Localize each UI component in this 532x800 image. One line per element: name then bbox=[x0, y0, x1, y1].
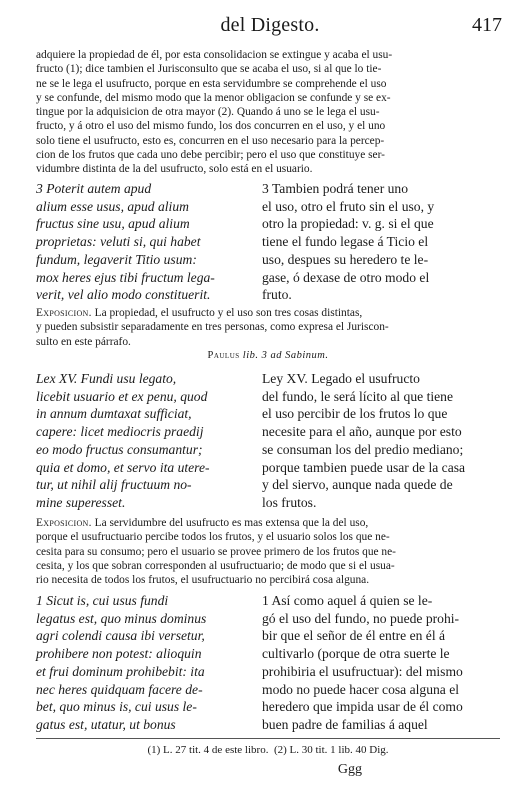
spanish-line: y del siervo, aunque nada quede de bbox=[262, 477, 453, 493]
exposicion-heading: Exposicion. bbox=[36, 307, 92, 319]
latin-line: alium esse usus, apud alium bbox=[36, 198, 189, 214]
latin-line: gatus est, utatur, ut bonus bbox=[36, 716, 176, 732]
page-header bbox=[38, 14, 502, 40]
latin-column bbox=[36, 592, 242, 734]
spanish-column bbox=[242, 180, 500, 304]
latin-line: quia et domo, et servo ita utere- bbox=[36, 459, 210, 475]
spanish-line: se consuman los del predio mediano; bbox=[262, 441, 464, 457]
text-run: La propiedad, el usufructo y el uso son tres cosas distintas, bbox=[91, 307, 363, 319]
latin-line: eo modo fructus consumantur; bbox=[36, 441, 203, 457]
intro-paragraph bbox=[36, 48, 498, 177]
spanish-line: 3 Tambien podrá tener uno bbox=[262, 181, 409, 196]
latin-line: fundum, legaverit Titio usum: bbox=[36, 251, 197, 267]
spanish-line: 1 Así como aquel á quien se le- bbox=[262, 593, 433, 608]
latin-line: in annum dumtaxat sufficiat, bbox=[36, 406, 192, 422]
latin-line: 1 Sicut is, cui usus fundi bbox=[36, 593, 169, 608]
spanish-line: modo no puede hacer cosa alguna el bbox=[262, 681, 460, 697]
citation-reference: lib. 3 ad Sabinum. bbox=[242, 350, 329, 361]
spanish-line: gó el uso del fundo, no puede prohi- bbox=[262, 610, 460, 626]
spanish-line: necesite para el año, aunque por esto bbox=[262, 424, 462, 440]
spanish-column bbox=[242, 592, 500, 734]
text-line: y pueden subsistir separadamente en tres personas, como expresa el Juriscon- bbox=[36, 321, 389, 334]
latin-line: nec heres quidquam facere de- bbox=[36, 681, 203, 697]
running-title: del Digesto. bbox=[220, 14, 320, 36]
latin-line: agri colendi causa ibi versetur, bbox=[36, 628, 205, 644]
text-line: rio necesita de todos los frutos, el usufructuario no percibirá cosa alguna. bbox=[36, 574, 370, 587]
latin-line: bet, quo minus is, cui usus le- bbox=[36, 699, 197, 715]
latin-line: prohibere non potest: alioquin bbox=[36, 646, 202, 662]
text-line: cesita, y los que sobran corresponden al usufructuario; de modo que si el usua- bbox=[36, 559, 395, 572]
spanish-column bbox=[242, 370, 500, 512]
text-line: sulto en este párrafo. bbox=[36, 335, 131, 348]
spanish-line: los frutos. bbox=[262, 494, 317, 510]
latin-line: verit, vel alio modo constituerit. bbox=[36, 287, 211, 303]
section-1 bbox=[36, 592, 500, 734]
text-line: porque el usufructuario percibe todos los frutos, y el usuario solos los que ne- bbox=[36, 531, 390, 544]
footnotes bbox=[36, 744, 500, 756]
latin-line: proprietas: veluti si, qui habet bbox=[36, 234, 201, 250]
latin-line: Lex XV. Fundi usu legato, bbox=[36, 371, 177, 386]
text-line: vidumbre distinta de la del usufructo, solo está en el usuario. bbox=[36, 163, 313, 176]
exposicion-1 bbox=[36, 306, 498, 349]
footnote-2: (2) L. 30 tit. 1 lib. 40 Dig. bbox=[273, 744, 389, 756]
spanish-line: fruto. bbox=[262, 287, 292, 303]
text-line bbox=[36, 306, 498, 320]
latin-line: licebit usuario et ex penu, quod bbox=[36, 388, 208, 404]
text-run: La servidumbre del usufructo es mas extensa que la del uso, bbox=[91, 517, 369, 529]
spanish-line: cultivarlo (porque de otra suerte le bbox=[262, 646, 450, 662]
spanish-line: porque tambien puede usar de la casa bbox=[262, 459, 466, 475]
text-line: ne se le lega el usufructo, porque en esta servidumbre se comprehende el uso bbox=[36, 77, 387, 90]
spanish-line: del fundo, le será lícito al que tiene bbox=[262, 388, 453, 404]
latin-line: fructus sine usu, apud alium bbox=[36, 216, 190, 232]
latin-line: legatus est, quo minus dominus bbox=[36, 610, 207, 626]
spanish-line: buen padre de familias á aquel bbox=[262, 716, 428, 732]
exposicion-2 bbox=[36, 516, 498, 587]
latin-line: mine superesset. bbox=[36, 494, 126, 510]
spanish-line: bir que el señor de él entre en él á bbox=[262, 628, 446, 644]
text-line bbox=[36, 516, 498, 530]
exposicion-heading: Exposicion. bbox=[36, 517, 92, 529]
text-line: cesita para su consumo; pero el usuario se provee primero de los frutos que ne- bbox=[36, 545, 396, 558]
spanish-line: gase, ó dexase de otro modo el bbox=[262, 269, 430, 285]
latin-line: mox heres ejus tibi fructum lega- bbox=[36, 269, 215, 285]
latin-line: et frui dominum prohibebit: ita bbox=[36, 663, 205, 679]
text-line: fructo, y á otro el uso del mismo fundo, los dos concurren en el uso, y el uno bbox=[36, 120, 386, 133]
spanish-line: otro la propiedad: v. g. si el que bbox=[262, 216, 434, 232]
text-line: solo tiene el usufructo, esto es, concurren en el uso necesario para la percep- bbox=[36, 134, 385, 147]
text-line: fructo (1); dice tambien el Jurisconsulto que se acaba el uso, si al que lo tie- bbox=[36, 63, 382, 76]
spanish-line: uso, despues su heredero te le- bbox=[262, 251, 429, 267]
spanish-line: el uso, otro el fruto sin el uso, y bbox=[262, 198, 435, 214]
spanish-line: Ley XV. Legado el usufructo bbox=[262, 371, 420, 386]
latin-line: capere: licet mediocris praedij bbox=[36, 424, 204, 440]
text-line: cion de los frutos que cada uno debe percibir; pero el uso que constituye ser- bbox=[36, 149, 385, 162]
latin-column bbox=[36, 370, 242, 512]
spanish-line: heredero que impida usar de él como bbox=[262, 699, 463, 715]
page-number: 417 bbox=[472, 14, 502, 36]
latin-column bbox=[36, 180, 242, 304]
spanish-line: tiene el fundo legase á Ticio el bbox=[262, 234, 429, 250]
source-citation bbox=[36, 350, 500, 361]
footnote-rule bbox=[36, 738, 500, 739]
spanish-line: el uso percibir de los frutos lo que bbox=[262, 406, 448, 422]
citation-author: Paulus bbox=[207, 350, 240, 361]
spanish-line: prohibiria el usufructuar): del mismo bbox=[262, 663, 463, 679]
latin-line: tur, ut nihil alij fructuum no- bbox=[36, 477, 192, 493]
text-line: tingue por la adquisicion de otra mayor (2). Quando á uno se le lega el usu- bbox=[36, 106, 380, 119]
latin-line: 3 Poterit autem apud bbox=[36, 181, 152, 196]
signature-mark: Ggg bbox=[337, 762, 362, 777]
section-3 bbox=[36, 180, 500, 304]
footnote-1: (1) L. 27 tit. 4 de este libro. bbox=[147, 744, 269, 756]
lex-15 bbox=[36, 370, 500, 512]
text-line: y se confunde, del mismo modo que la menor obligacion se confunde y se ex- bbox=[36, 91, 391, 104]
text-line: adquiere la propiedad de él, por esta consolidacion se extingue y acaba el usu- bbox=[36, 49, 393, 61]
